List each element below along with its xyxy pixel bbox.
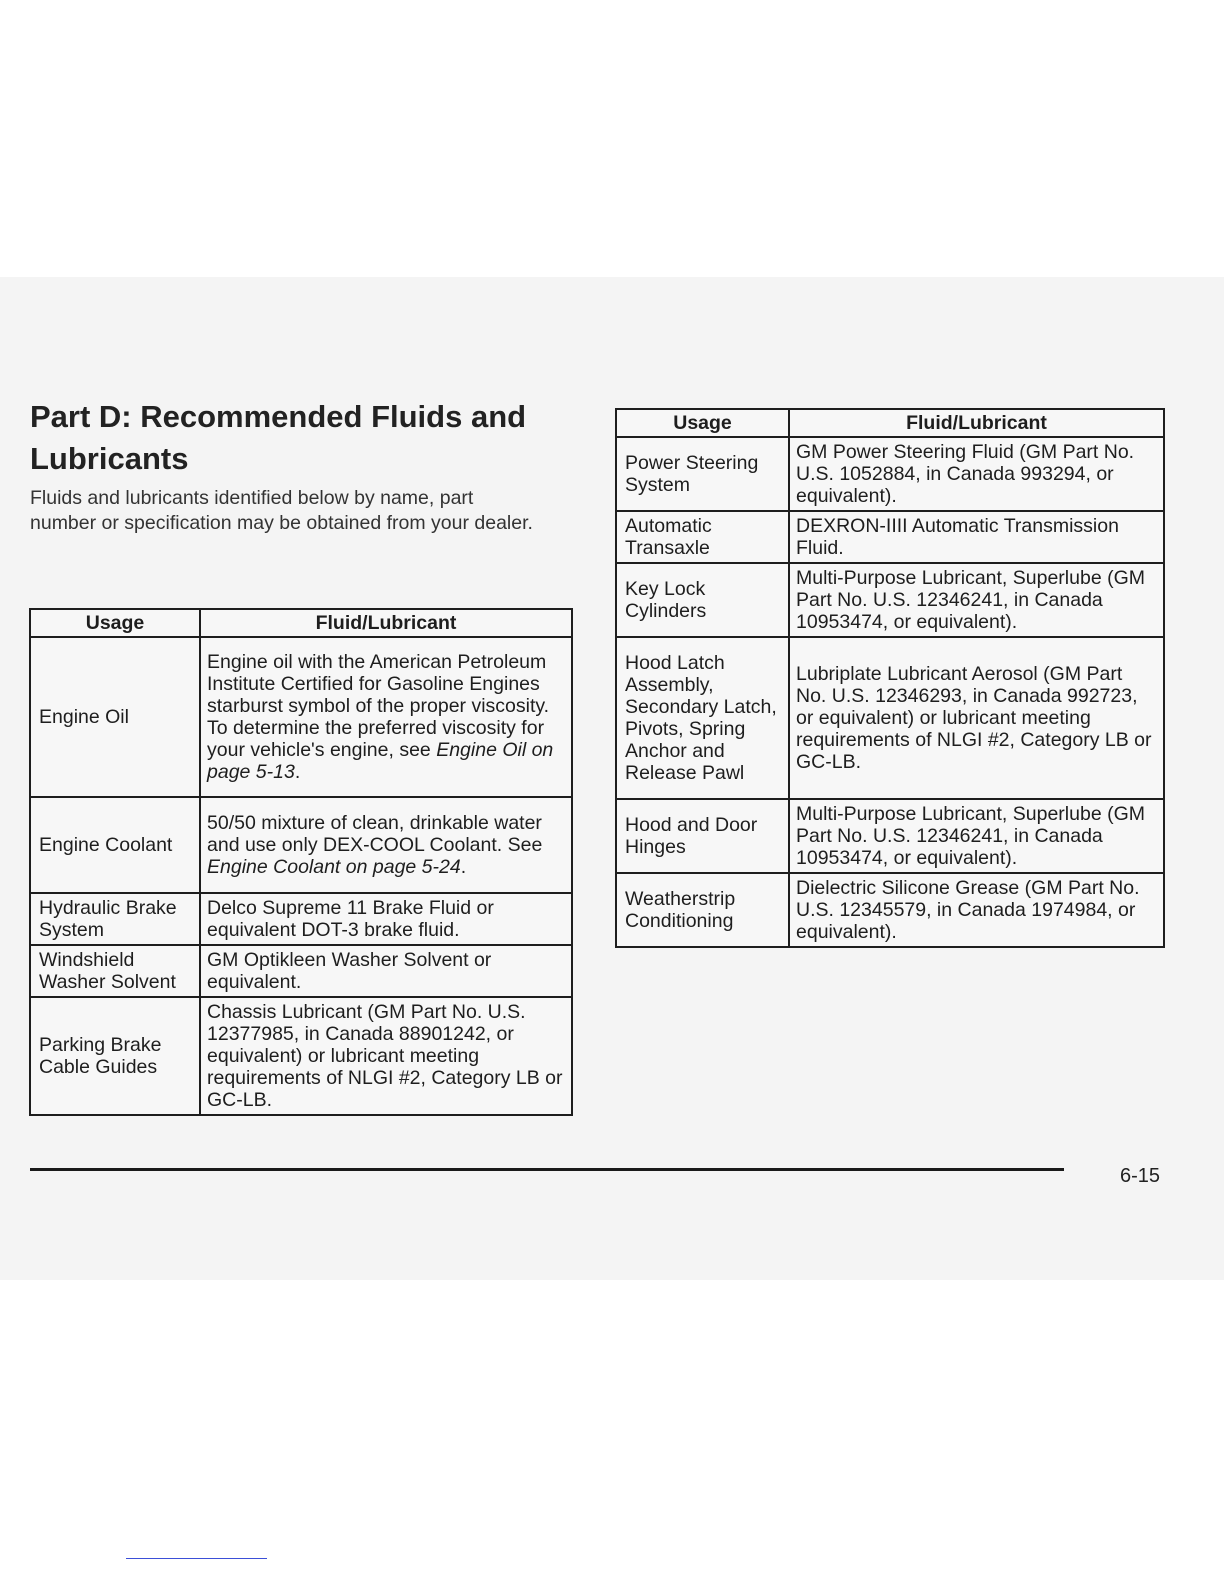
table-header-row	[616, 409, 1164, 437]
usage-cell: Automatic Transaxle	[616, 511, 789, 563]
usage-cell: Hood and Door Hinges	[616, 799, 789, 873]
fluid-lubricant-header: Fluid/Lubricant	[200, 609, 572, 637]
table-row	[616, 799, 1164, 873]
fluids-table-left	[29, 608, 573, 1116]
usage-cell: Key Lock Cylinders	[616, 563, 789, 637]
fluid-text-tail: .	[460, 856, 467, 878]
table-row	[30, 945, 572, 997]
table-row	[616, 437, 1164, 511]
fluid-text: 50/50 mixture of clean, drinkable water and use only DEX-COOL Coolant. See	[207, 812, 543, 856]
fluid-cell: Multi-Purpose Lubricant, Superlube (GM Part No. U.S. 12346241, in Canada 10953474, or equivalent).	[789, 563, 1164, 637]
fluid-cell	[200, 637, 572, 797]
fluid-lubricant-header: Fluid/Lubricant	[789, 409, 1164, 437]
table-row	[616, 637, 1164, 799]
usage-cell: Engine Oil	[30, 637, 200, 797]
table-row	[616, 873, 1164, 947]
fluid-cell	[200, 797, 572, 893]
usage-cell: Weatherstrip Conditioning	[616, 873, 789, 947]
fluid-text-tail: .	[294, 761, 301, 783]
fluid-cell: GM Power Steering Fluid (GM Part No. U.S. 1052884, in Canada 993294, or equivalent).	[789, 437, 1164, 511]
usage-cell: Power Steering System	[616, 437, 789, 511]
fluid-cell: GM Optikleen Washer Solvent or equivalent.	[200, 945, 572, 997]
usage-cell: Engine Coolant	[30, 797, 200, 893]
page-title: Part D: Recommended Fluids and Lubricants	[30, 399, 527, 476]
table-row	[616, 511, 1164, 563]
footer-rule	[30, 1168, 1064, 1171]
fluids-table-right	[615, 408, 1165, 948]
usage-header: Usage	[30, 609, 200, 637]
usage-cell: Hydraulic Brake System	[30, 893, 200, 945]
table-row	[30, 637, 572, 797]
fluid-cell: Multi-Purpose Lubricant, Superlube (GM Part No. U.S. 12346241, in Canada 10953474, or equivalent).	[789, 799, 1164, 873]
fluid-cell: DEXRON-IIII Automatic Transmission Fluid.	[789, 511, 1164, 563]
fluid-cell: Delco Supreme 11 Brake Fluid or equivalent DOT-3 brake fluid.	[200, 893, 572, 945]
fluid-cell: Lubriplate Lubricant Aerosol (GM Part No. U.S. 12346293, in Canada 992723, or equivalent) or lubricant meeting requirements of NLGI #2, Category LB or GC-LB.	[789, 637, 1164, 799]
usage-cell: Parking Brake Cable Guides	[30, 997, 200, 1115]
table-row	[30, 893, 572, 945]
page-reference: Engine Oil on page 5-13	[207, 739, 554, 783]
usage-header: Usage	[616, 409, 789, 437]
page-reference: Engine Coolant on page 5-24	[207, 856, 461, 878]
fluid-text: Engine oil with the American Petroleum Institute Certified for Gasoline Engines starburst symbol of the proper viscosity. To determine the preferred viscosity for your vehicle's engine, see	[207, 651, 550, 761]
bottom-link-underline	[126, 1558, 267, 1559]
usage-cell: Windshield Washer Solvent	[30, 945, 200, 997]
intro-paragraph: Fluids and lubricants identified below by name, part number or specification may be obtained from your dealer.	[30, 487, 533, 534]
table-row	[30, 797, 572, 893]
fluid-cell: Chassis Lubricant (GM Part No. U.S. 12377985, in Canada 88901242, or equivalent) or lubricant meeting requirements of NLGI #2, Category LB or GC-LB.	[200, 997, 572, 1115]
usage-cell: Hood Latch Assembly, Secondary Latch, Pivots, Spring Anchor and Release Pawl	[616, 637, 789, 799]
page-number: 6-15	[1120, 1165, 1161, 1187]
table-header-row	[30, 609, 572, 637]
fluid-cell: Dielectric Silicone Grease (GM Part No. U.S. 12345579, in Canada 1974984, or equivalent).	[789, 873, 1164, 947]
table-row	[30, 997, 572, 1115]
table-row	[616, 563, 1164, 637]
